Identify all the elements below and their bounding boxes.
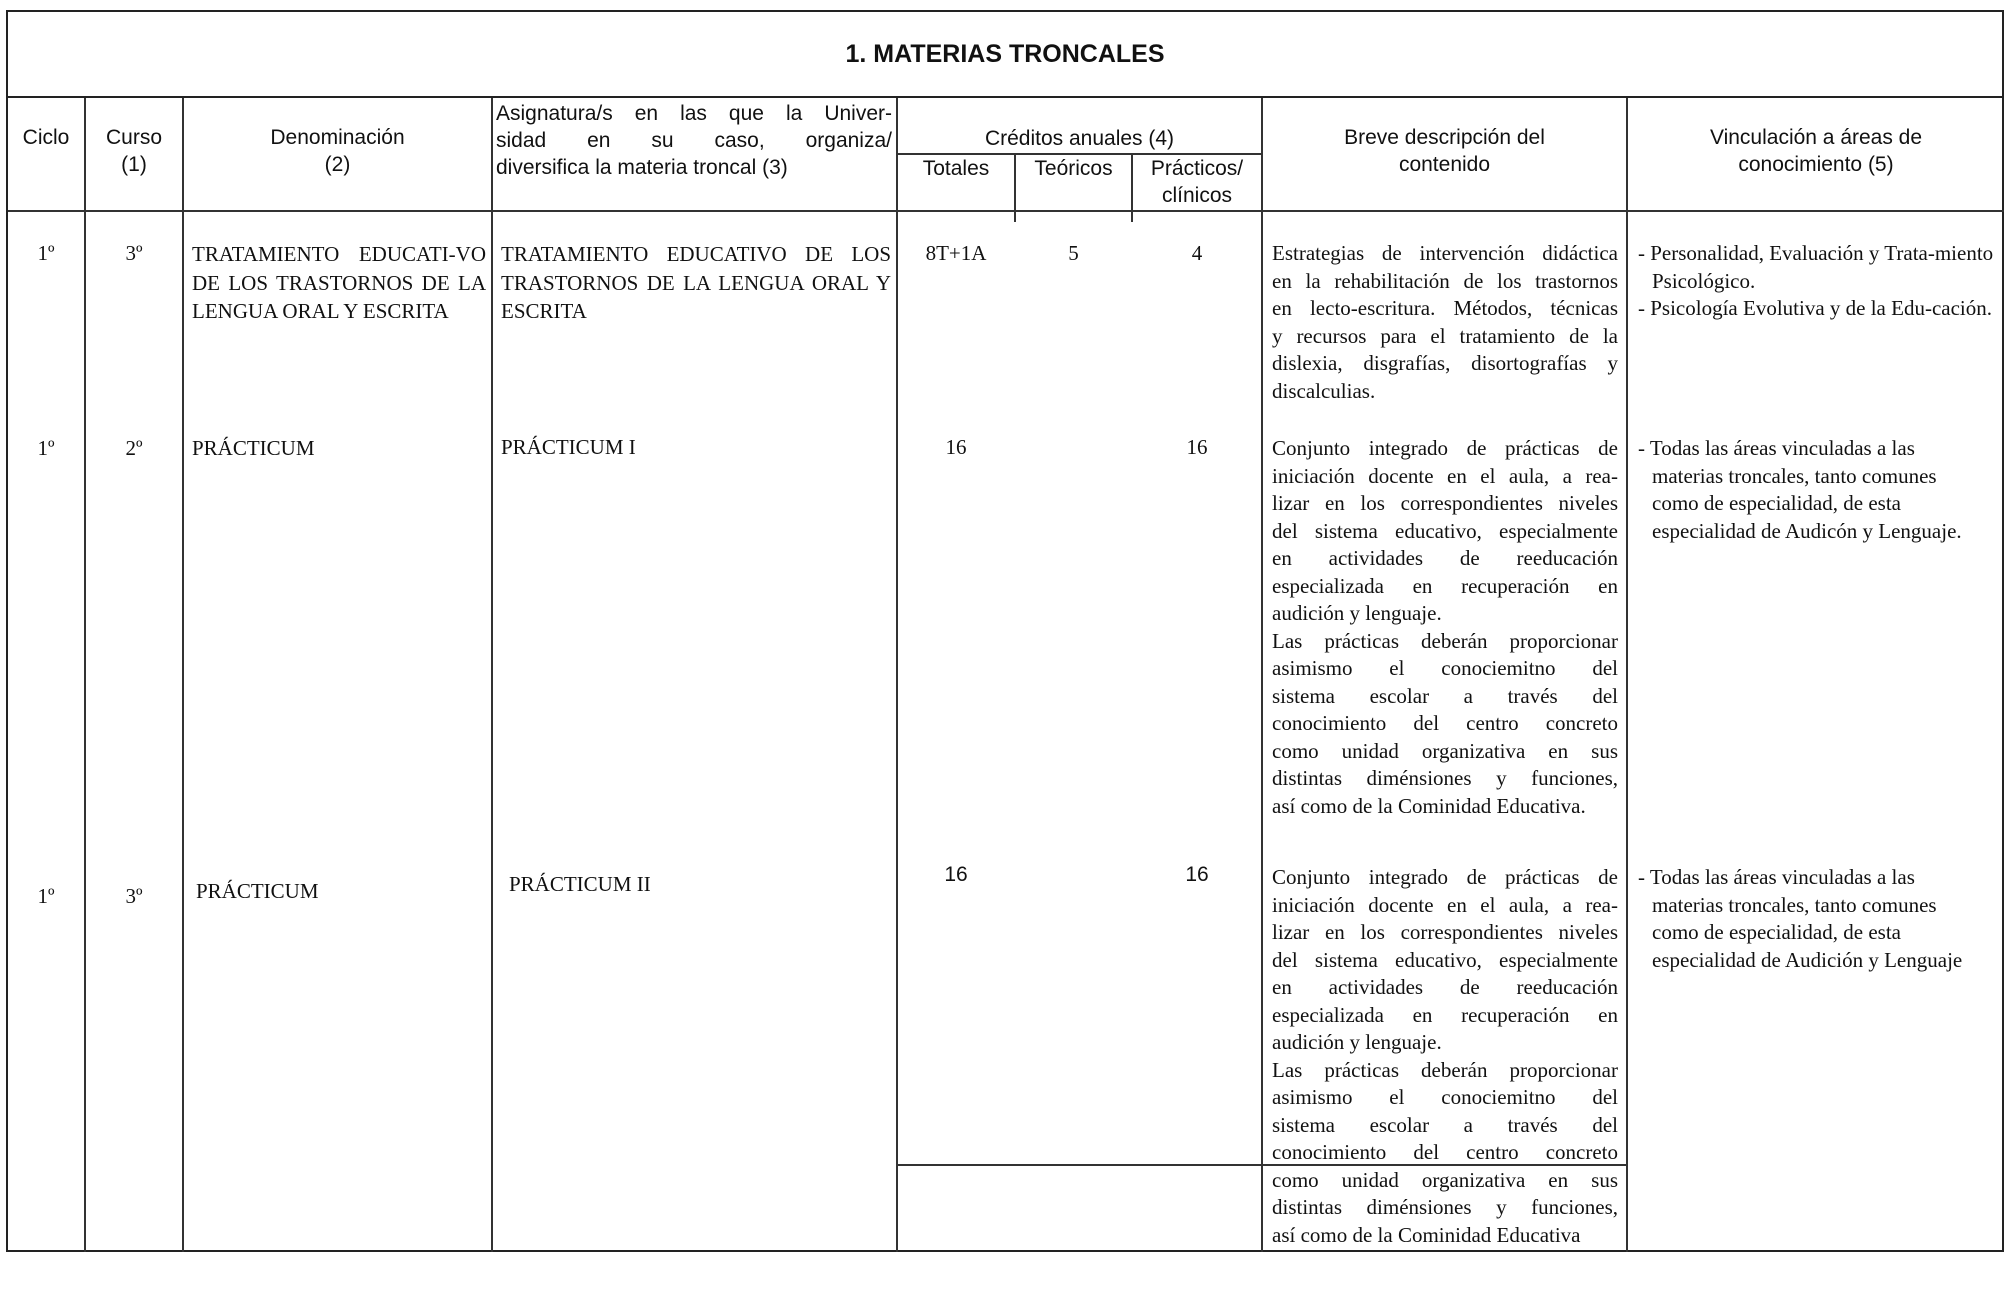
- row2-denominacion: PRÁCTICUM: [192, 436, 315, 460]
- row2-descripcion: Conjunto integrado de prácticas de iniciación docente en el aula, a rea- lizar en los correspondientes niveles del sistema educativo, especialmente en actividades de reeducación especializada en recuperación en audición y lenguaje. Las prácticas deberán proporcionar asimismo el conociemitno del sistema escolar a través del conocimiento del centro concreto como unidad organizativa en sus distintas diménsiones y funciones, así como de la Cominidad Educativa.: [1272, 436, 1618, 818]
- row3-practicos: 16: [1185, 863, 1209, 886]
- header-teoricos: Teóricos: [1034, 157, 1113, 180]
- header-divider: [8, 210, 2004, 212]
- row2-ciclo: 1º: [37, 436, 55, 460]
- column-divider: [491, 98, 493, 1252]
- row1-practicos: 4: [1191, 241, 1203, 265]
- header-curso: Curso (1): [105, 126, 163, 176]
- row3-bottom-line: [896, 1164, 1626, 1166]
- row3-areas: - Todas las áreas vinculadas a las materias troncales, tanto comunes como de especialidad, de esta especialidad de Audición y Lenguaje: [1638, 865, 1963, 972]
- row3-asignatura: PRÁCTICUM II: [509, 872, 651, 896]
- row3-curso: 3º: [125, 884, 143, 908]
- column-divider: [896, 98, 898, 1252]
- row1-teoricos: 5: [1068, 241, 1079, 265]
- column-divider: [182, 98, 184, 1252]
- row1-curso: 3º: [125, 241, 143, 265]
- row3-descripcion: Conjunto integrado de prácticas de iniciación docente en el aula, a rea- lizar en los correspondientes niveles del sistema educativo, especialmente en actividades de reeducación especializada en recuperación en audición y lenguaje. Las prácticas deberán proporcionar asimismo el conociemitno del sistema escolar a través del conocimiento del centro concreto como unidad organizativa en sus distintas diménsiones y funciones, así como de la Cominidad Educativa: [1272, 865, 1618, 1247]
- header-ciclo: Ciclo: [22, 126, 70, 149]
- table-title: 1. MATERIAS TRONCALES: [8, 12, 2002, 98]
- header-vinculacion: Vinculación a áreas de conocimiento (5): [1709, 126, 1923, 176]
- row1-denominacion: TRATAMIENTO EDUCATI-VO DE LOS TRASTORNOS DE LA LENGUA ORAL Y ESCRITA: [192, 242, 486, 323]
- row2-totales: 16: [945, 435, 967, 459]
- row1-totales: 8T+1A: [925, 241, 987, 265]
- row3-totales: 16: [944, 863, 968, 886]
- row1-descripcion: Estrategias de intervención didáctica en la rehabilitación de los trastornos en lecto-escritura. Métodos, técnicas y recursos para el tratamiento de la dislexia, disgrafías, disortografías y discalculias.: [1272, 241, 1618, 403]
- row1-areas: - Personalidad, Evaluación y Trata-miento Psicológico. - Psicología Evolutiva y de la Edu-cación.: [1638, 241, 1994, 320]
- header-totales: Totales: [922, 157, 990, 180]
- column-divider: [84, 98, 86, 1252]
- row1-asignatura: TRATAMIENTO EDUCATIVO DE LOS TRASTORNOS DE LA LENGUA ORAL Y ESCRITA: [501, 242, 891, 323]
- row1-ciclo: 1º: [37, 241, 55, 265]
- column-divider: [1261, 98, 1263, 1252]
- row2-asignatura: PRÁCTICUM I: [501, 435, 636, 459]
- materias-troncales-table: [6, 10, 2004, 1252]
- row3-ciclo: 1º: [37, 884, 55, 908]
- row2-curso: 2º: [125, 436, 143, 460]
- header-denominacion: Denominación (2): [270, 126, 405, 176]
- header-asignaturas: Asignatura/s en las que la Univer- sidad en su caso, organiza/ diversifica la materia troncal (3): [496, 102, 892, 179]
- header-descripcion: Breve descripción del contenido: [1344, 126, 1545, 176]
- header-practicos: Prácticos/ clínicos: [1150, 157, 1244, 207]
- header-creditos-anuales: Créditos anuales (4): [984, 127, 1175, 150]
- column-divider: [1626, 98, 1628, 1252]
- row3-denominacion: PRÁCTICUM: [196, 879, 319, 903]
- row2-areas: - Todas las áreas vinculadas a las materias troncales, tanto comunes como de especialidad, de esta especialidad de Audicón y Lenguaje.: [1638, 436, 1962, 543]
- row2-practicos: 16: [1186, 435, 1208, 459]
